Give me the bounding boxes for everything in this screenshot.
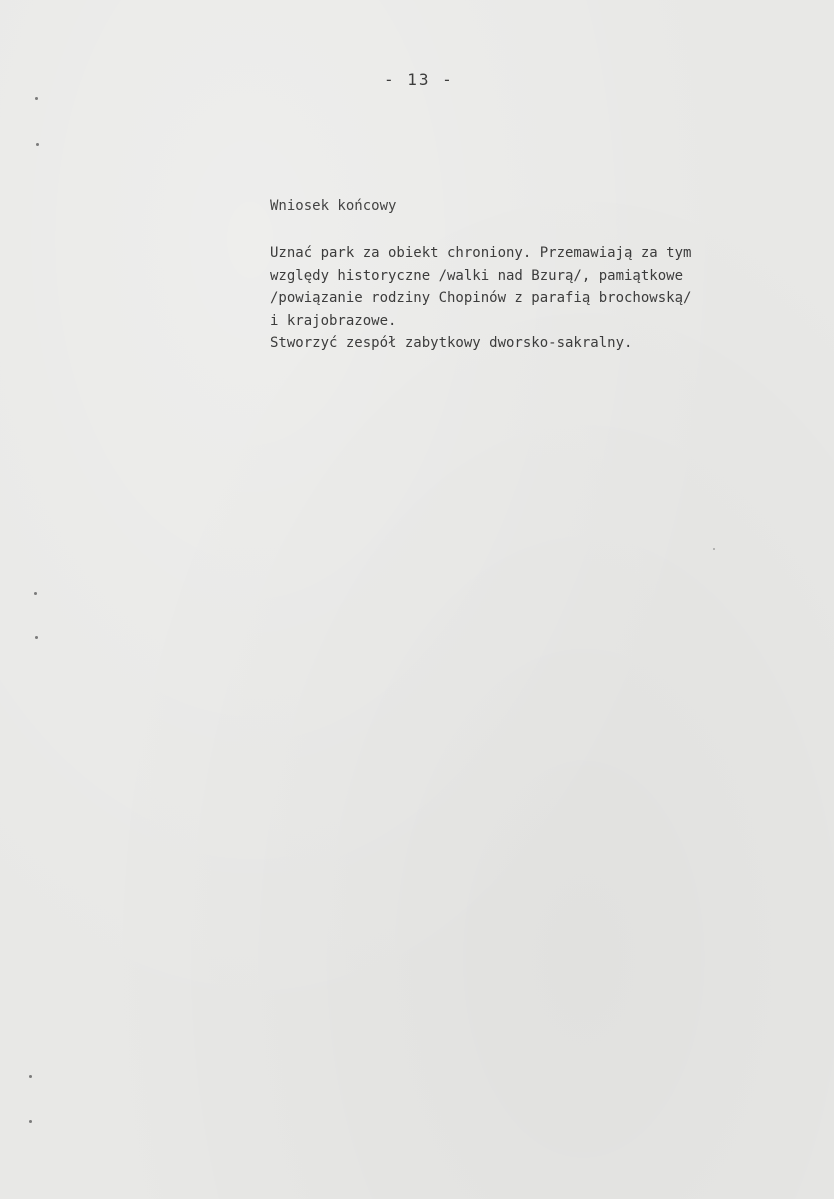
body-line: Stworzyć zespół zabytkowy dworsko-sakralny. [270, 335, 633, 351]
page-number: - 13 - [384, 70, 454, 89]
paper-speck [713, 548, 715, 550]
body-line: względy historyczne /walki nad Bzurą/, pamiątkowe [270, 267, 684, 284]
binding-mark [29, 1120, 32, 1123]
binding-mark [36, 143, 39, 146]
binding-mark [29, 1075, 32, 1078]
binding-mark [34, 592, 37, 595]
section-body [270, 242, 691, 355]
binding-mark [35, 97, 38, 100]
body-line: i krajobrazowe. [270, 312, 397, 329]
body-line: Uznać park za obiekt chroniony. Przemawiają za tym [270, 245, 692, 261]
section-heading: Wniosek końcowy [270, 198, 397, 214]
body-line: /powiązanie rodziny Chopinów z parafią brochowską/ [270, 290, 692, 306]
binding-mark [35, 636, 38, 639]
